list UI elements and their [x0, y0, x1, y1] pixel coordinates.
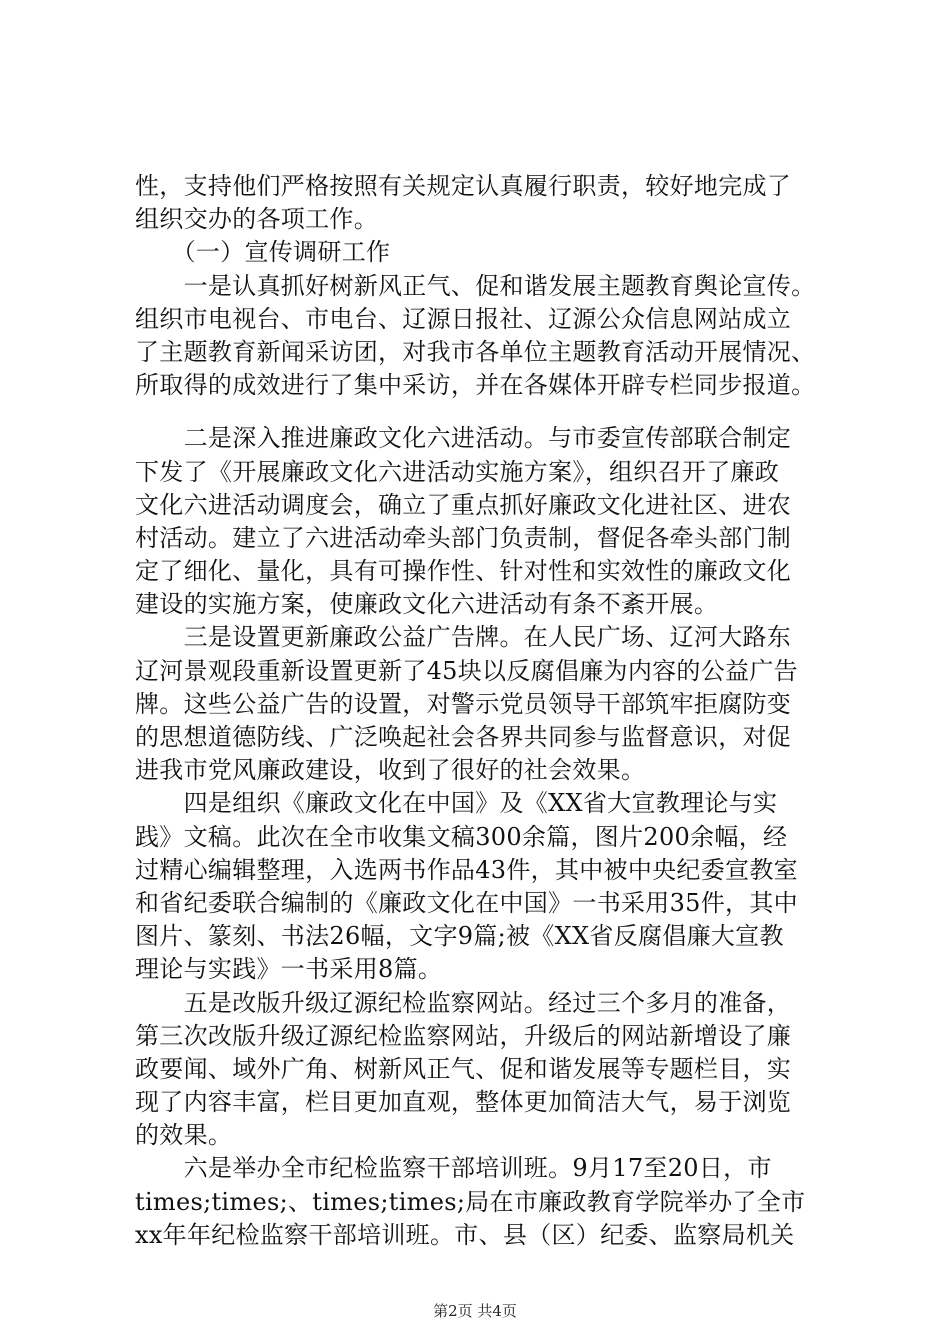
text-line: 六是举办全市纪检监察干部培训班。9月17至20日，市 [135, 1154, 772, 1183]
section-heading: （一）宣传调研工作 [135, 238, 391, 267]
text-line: 文化六进活动调度会，确立了重点抓好廉政文化进社区、进农 [135, 490, 792, 519]
text-line: 过精心编辑整理，入选两书作品43件，其中被中央纪委宣教室 [135, 855, 798, 884]
text-line: 三是设置更新廉政公益广告牌。在人民广场、辽河大路东 [135, 623, 792, 652]
text-line: 图片、篆刻、书法26幅，文字9篇;被《XX省反腐倡廉大宣教 [135, 922, 784, 951]
text-line: 组织交办的各项工作。 [135, 205, 378, 234]
paragraph-gap [135, 402, 835, 422]
text-line: 建设的实施方案，使廉政文化六进活动有条不紊开展。 [135, 590, 719, 619]
page-number: 第2页 共4页 [433, 1302, 517, 1320]
text-line: 下发了《开展廉政文化六进活动实施方案》，组织召开了廉政 [135, 457, 780, 486]
text-line: 辽河景观段重新设置更新了45块以反腐倡廉为内容的公益广告 [135, 656, 798, 685]
text-line: 性，支持他们严格按照有关规定认真履行职责，较好地完成了 [135, 172, 792, 200]
text-line: 四是组织《廉政文化在中国》及《XX省大宣教理论与实 [135, 789, 778, 818]
text-line: 所取得的成效进行了集中采访，并在各媒体开辟专栏同步报道。 [135, 371, 816, 400]
text-line: xx年年纪检监察干部培训班。市、县（区）纪委、监察局机关 [135, 1220, 795, 1249]
text-line: times;times;、times;times;局在市廉政教育学院举办了全市 [135, 1187, 806, 1216]
text-line: 现了内容丰富，栏目更加直观，整体更加简洁大气，易于浏览 [135, 1088, 792, 1117]
text-line: 一是认真抓好树新风正气、促和谐发展主题教育舆论宣传。 [135, 271, 816, 300]
text-line: 村活动。建立了六进活动牵头部门负责制，督促各牵头部门制 [135, 523, 792, 552]
text-line: 的效果。 [135, 1121, 233, 1150]
text-line: 践》文稿。此次在全市收集文稿300余篇，图片200余幅，经 [135, 822, 788, 851]
text-line: 进我市党风廉政建设，收到了很好的社会效果。 [135, 756, 646, 785]
text-line: 组织市电视台、市电台、辽源日报社、辽源公众信息网站成立 [135, 304, 792, 333]
text-line: 政要闻、域外广角、树新风正气、促和谐发展等专题栏目，实 [135, 1054, 792, 1083]
text-line: 和省纪委联合编制的《廉政文化在中国》一书采用35件，其中 [135, 888, 798, 917]
text-line: 了主题教育新闻采访团，对我市各单位主题教育活动开展情况、 [135, 337, 816, 366]
text-line: 理论与实践》一书采用8篇。 [135, 955, 443, 984]
text-line: 五是改版升级辽源纪检监察网站。经过三个多月的准备， [135, 988, 792, 1017]
text-line: 定了细化、量化，具有可操作性、针对性和实效性的廉政文化 [135, 557, 792, 586]
text-line: 第三次改版升级辽源纪检监察网站，升级后的网站新增设了廉 [135, 1021, 792, 1050]
text-line: 的思想道德防线、广泛唤起社会各界共同参与监督意识，对促 [135, 723, 792, 751]
text-line: 牌。这些公益广告的设置，对警示党员领导干部筑牢拒腐防变 [135, 689, 792, 718]
text-line: 二是深入推进廉政文化六进活动。与市委宣传部联合制定 [135, 424, 792, 453]
document-body [135, 170, 835, 1252]
page-footer [0, 1300, 950, 1321]
